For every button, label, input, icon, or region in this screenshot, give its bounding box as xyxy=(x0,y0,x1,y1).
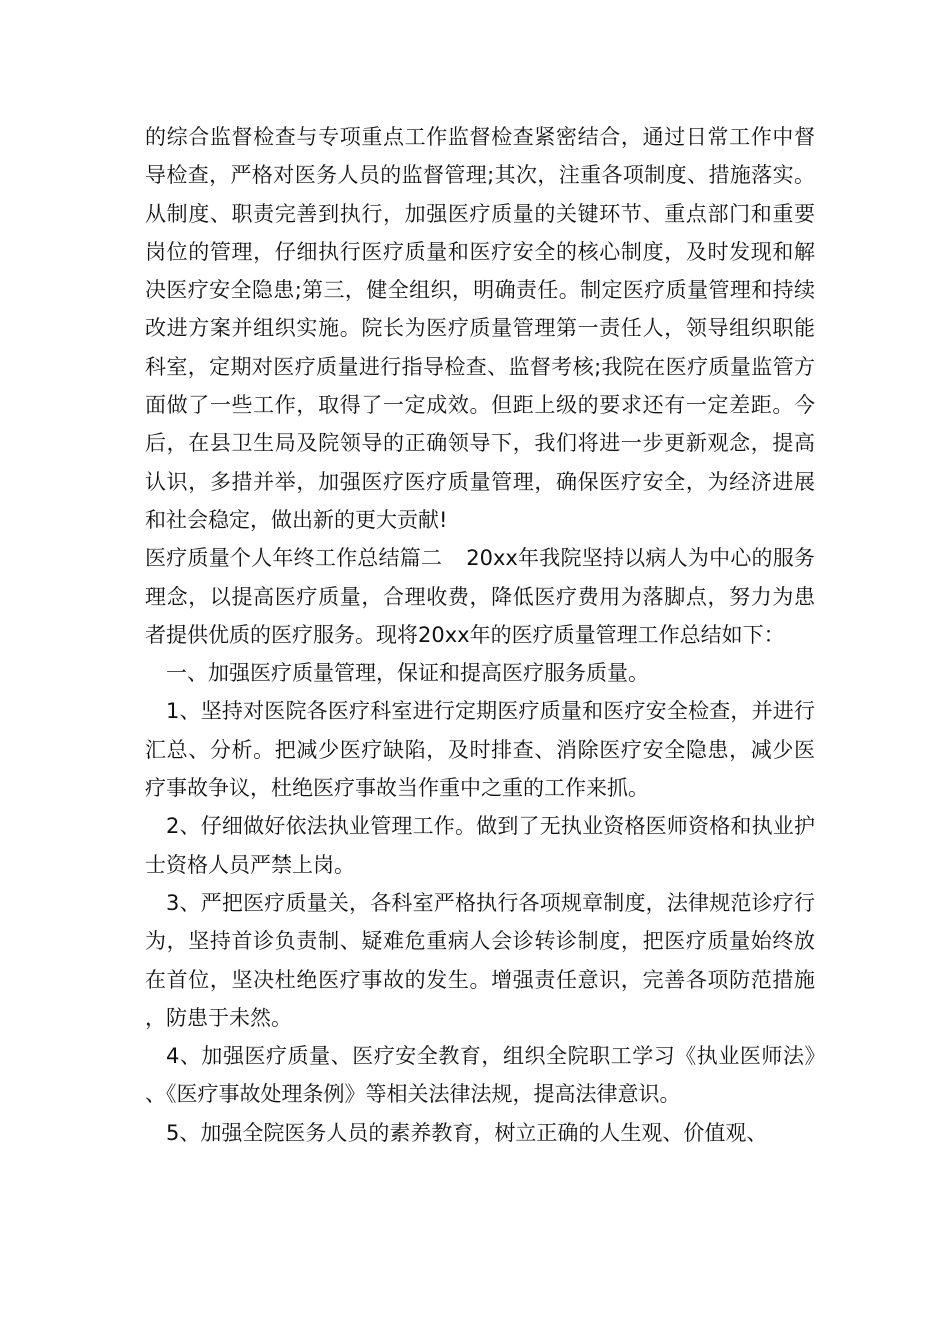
list-item-2: 2、仔细做好依法执业管理工作。做到了无执业资格医师资格和执业护士资格人员严禁上岗。 xyxy=(145,814,815,877)
section-heading-1: 一、加强医疗质量管理，保证和提高医疗服务质量。 xyxy=(166,661,649,686)
section-two-paragraph xyxy=(145,539,815,654)
list-item-1: 1、坚持对医院各医疗科室进行定期医疗质量和医疗安全检查，并进行汇总、分析。把减少医疗缺陷，及时排查、消除医疗安全隐患，减少医疗事故争议，杜绝医疗事故当作重中之重的工作来抓。 xyxy=(145,699,815,801)
list-item-5: 5、加强全院医务人员的素养教育，树立正确的人生观、价值观、 xyxy=(166,1120,768,1145)
list-item-3: 3、严把医疗质量关，各科室严格执行各项规章制度，法律规范诊疗行为，坚持首诊负责制、疑难危重病人会诊转诊制度，把医疗质量始终放在首位，坚决杜绝医疗事故的发生。增强责任意识，完善各项防范措施，防患于未然。 xyxy=(145,890,815,1030)
paragraph-continuation: 的综合监督检查与专项重点工作监督检查紧密结合，通过日常工作中督导检查，严格对医务人员的监督管理;其次，注重各项制度、措施落实。从制度、职责完善到执行，加强医疗质量的关键环节、重点部门和重要岗位的管理，仔细执行医疗质量和医疗安全的核心制度，及时发现和解决医疗安全隐患;第三，健全组织，明确责任。制定医疗质量管理和持续改进方案并组织实施。院长为医疗质量管理第一责任人，领导组织职能科室，定期对医疗质量进行指导检查、监督考核;我院在医疗质量监管方面做了一些工作，取得了一定成效。但距上级的要求还有一定差距。今后，在县卫生局及院领导的正确领导下，我们将进一步更新观念，提高认识，多措并举，加强医疗医疗质量管理，确保医疗安全，为经济进展和社会稳定，做出新的更大贡献! xyxy=(145,125,815,532)
section-two-intro: 20xx年我院坚持以病人为中心的服务理念，以提高医疗质量，合理收费，降低医疗费用为落脚点，努力为患者提供优质的医疗服务。现将20xx年的医疗质量管理工作总结如下： xyxy=(145,546,816,647)
list-item-4: 4、加强医疗质量、医疗安全教育，组织全院职工学习《执业医师法》、《医疗事故处理条例》等相关法律法规，提高法律意识。 xyxy=(145,1044,815,1107)
document-body xyxy=(145,118,815,1152)
section-two-title: 医疗质量个人年终工作总结篇二 xyxy=(145,546,443,571)
